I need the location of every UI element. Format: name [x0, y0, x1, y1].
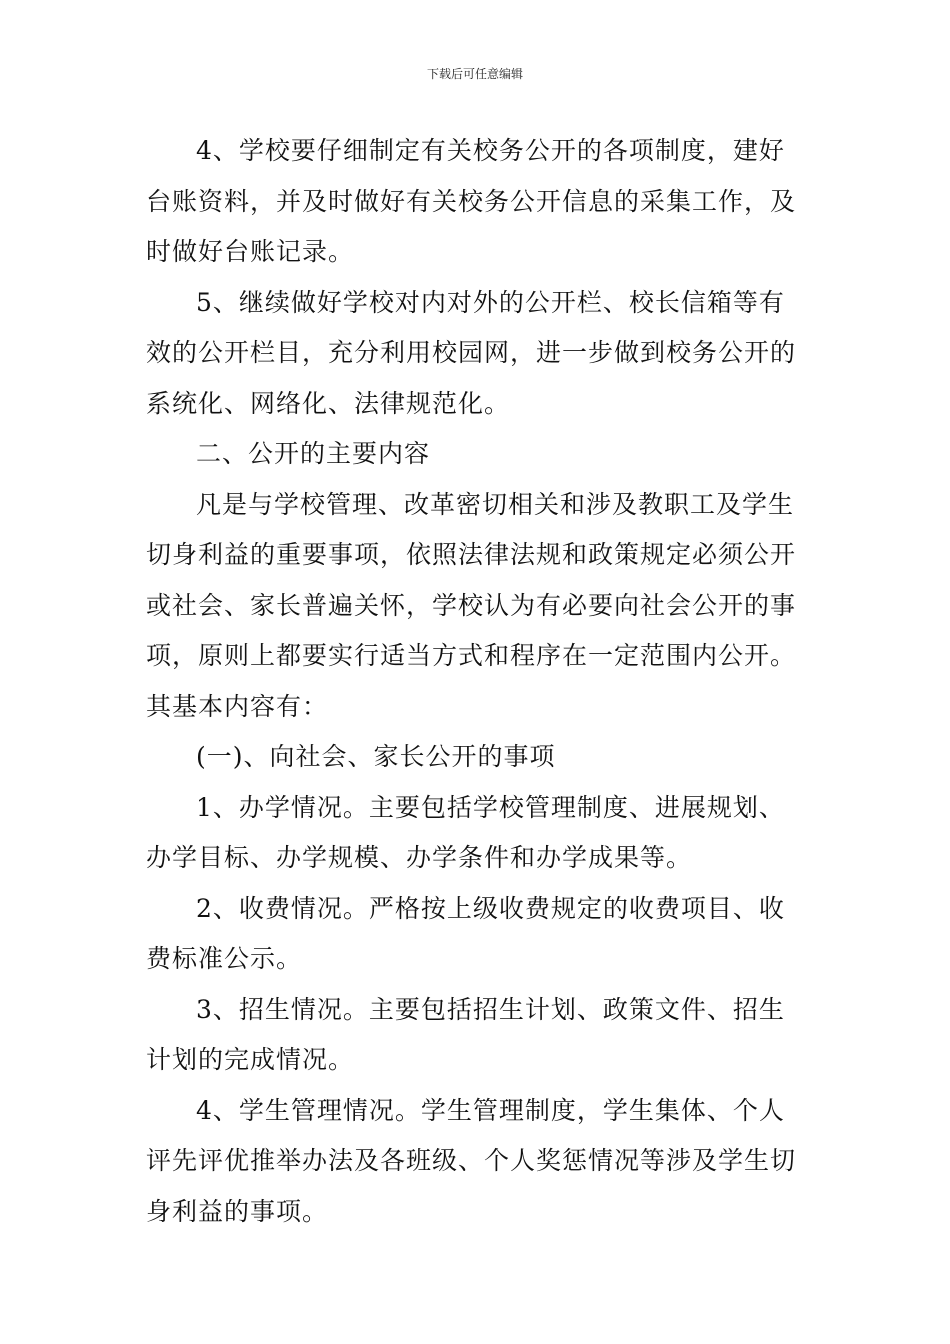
- page-header: 下载后可任意编辑: [426, 67, 523, 81]
- paragraph-item-1-school-running: 1、办学情况。主要包括学校管理制度、进展规划、办学目标、办学规模、办学条件和办学成果等。: [146, 792, 785, 872]
- paragraph-item-3-enrollment: 3、招生情况。主要包括招生计划、政策文件、招生计划的完成情况。: [146, 994, 785, 1074]
- paragraph-item-5-bulletin: 5、继续做好学校对内对外的公开栏、校长信箱等有效的公开栏目，充分利用校园网，进一步做到校务公开的系统化、网络化、法律规范化。: [146, 287, 797, 418]
- paragraph-item-4-student-management: 4、学生管理情况。学生管理制度，学生集体、个人评先评优推举办法及各班级、个人奖惩情况等涉及学生切身利益的事项。: [146, 1095, 797, 1226]
- paragraph-item-4-records: 4、学校要仔细制定有关校务公开的各项制度，建好台账资料，并及时做好有关校务公开信息的采集工作，及时做好台账记录。: [146, 136, 797, 266]
- paragraph-scope: 凡是与学校管理、改革密切相关和涉及教职工及学生切身利益的重要事项，依照法律法规和政策规定必须公开或社会、家长普遍关怀，学校认为有必要向社会公开的事项，原则上都要实行适当方式和程序在一定范围内公开。其基本内容有：: [146, 489, 797, 721]
- section-heading-main-content: 二、公开的主要内容: [196, 439, 431, 468]
- document-body: [146, 126, 806, 1237]
- subsection-heading-public: (一)、向社会、家长公开的事项: [196, 742, 556, 771]
- paragraph-item-2-fees: 2、收费情况。严格按上级收费规定的收费项目、收费标准公示。: [146, 893, 785, 973]
